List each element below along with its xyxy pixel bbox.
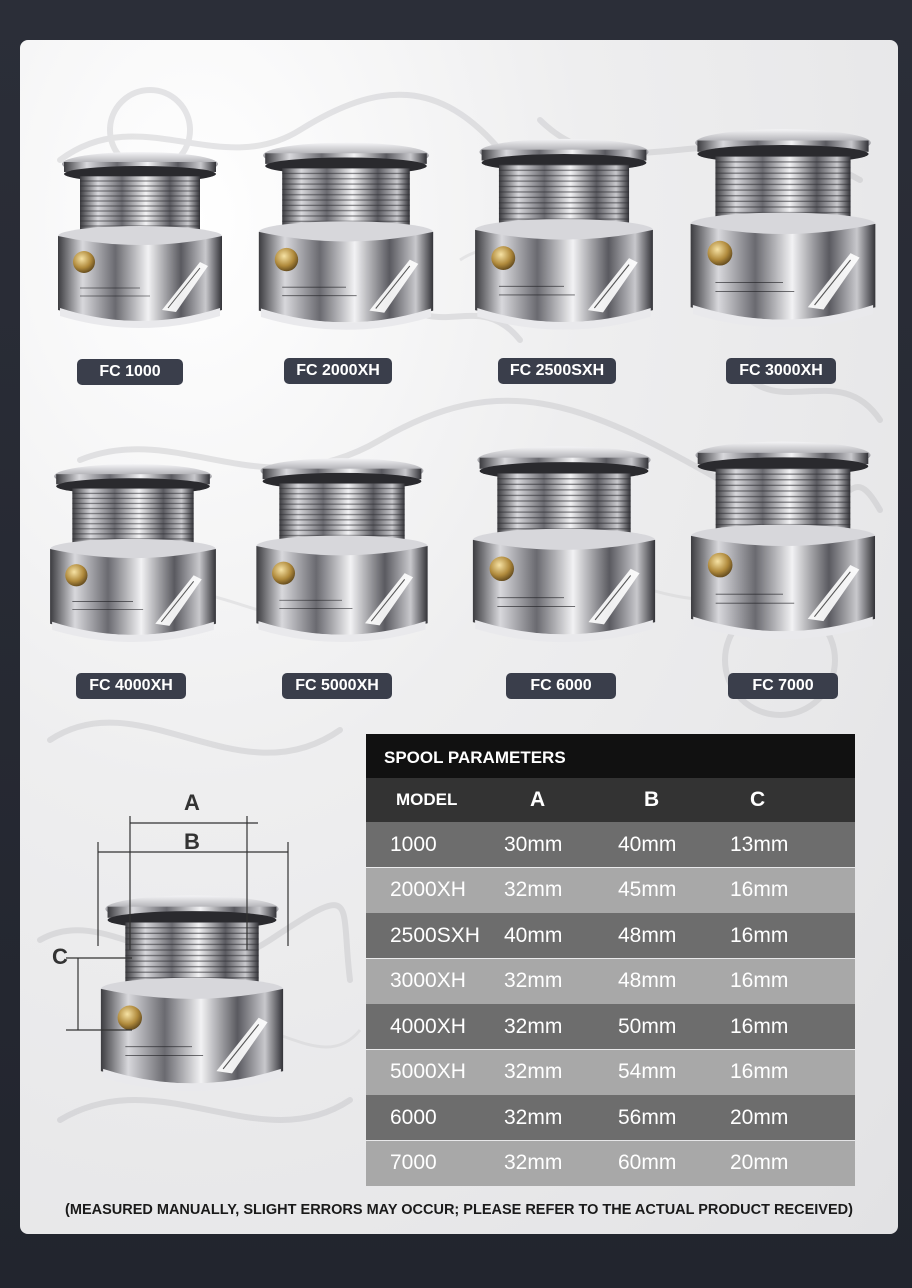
- table-cell-value: 20mm: [730, 1105, 789, 1129]
- table-cell-value: 16mm: [730, 1060, 789, 1083]
- spool-image-fc5000xh: [248, 446, 436, 648]
- table-cell-model: 3000XH: [390, 969, 466, 992]
- table-row: [366, 913, 855, 958]
- model-label-fc2000xh: FC 2000XH: [284, 358, 392, 384]
- table-cell-value: 20mm: [730, 1151, 789, 1174]
- table-cell-model: 1000: [390, 832, 437, 856]
- table-cell-value: 56mm: [618, 1105, 677, 1129]
- dimension-label-b: B: [184, 829, 200, 854]
- table-cell-value: 32mm: [504, 1014, 563, 1038]
- table-cell-value: 54mm: [618, 1060, 677, 1083]
- table-cell-value: 30mm: [504, 832, 563, 856]
- product-panel: [20, 40, 898, 1234]
- table-cell-value: 60mm: [618, 1151, 677, 1174]
- table-cell-model: 7000: [390, 1151, 437, 1174]
- spool-image-fc4000xh: [42, 452, 224, 648]
- table-cell-value: 32mm: [504, 1105, 563, 1129]
- table-cell-value: 45mm: [618, 878, 677, 901]
- spool-image-fc3000xh: [680, 118, 886, 332]
- model-label-fc2500sxh: FC 2500SXH: [498, 358, 616, 384]
- table-row: [366, 1004, 855, 1049]
- spool-image-fc2500sxh: [464, 128, 664, 334]
- table-cell-value: 40mm: [618, 832, 677, 856]
- table-row: [366, 1095, 855, 1140]
- table-cell-value: 32mm: [504, 969, 563, 992]
- table-cell-value: 32mm: [504, 1151, 563, 1174]
- model-label-fc4000xh: FC 4000XH: [76, 673, 186, 699]
- table-cell-value: 48mm: [618, 923, 677, 947]
- table-cell-value: 32mm: [504, 878, 563, 901]
- spool-image-fc2000xh: [248, 132, 444, 334]
- table-cell-model: 6000: [390, 1105, 437, 1129]
- model-label-fc6000: FC 6000: [506, 673, 616, 699]
- table-row: [366, 959, 855, 1004]
- table-row: [366, 1141, 855, 1186]
- dimension-label-a: A: [184, 790, 200, 815]
- table-cell-model: 4000XH: [390, 1014, 466, 1038]
- table-title: SPOOL PARAMETERS: [366, 734, 855, 778]
- table-cell-value: 16mm: [730, 1014, 789, 1038]
- dimension-label-c: C: [52, 944, 68, 969]
- table-cell-value: 16mm: [730, 969, 789, 992]
- table-cell-value: 16mm: [730, 878, 789, 901]
- table-cell-model: 2500SXH: [390, 923, 480, 947]
- spool-parameters-table: [366, 734, 855, 1188]
- model-label-fc7000: FC 7000: [728, 673, 838, 699]
- spool-image-fc7000: [682, 426, 884, 648]
- header-model: MODEL: [396, 790, 458, 809]
- header-a: A: [530, 788, 546, 811]
- table-row: [366, 822, 855, 867]
- table-cell-model: 2000XH: [390, 878, 466, 901]
- table-header-row: [366, 778, 855, 822]
- table-cell-value: 32mm: [504, 1060, 563, 1083]
- table-row: [366, 868, 855, 913]
- table-cell-model: 5000XH: [390, 1060, 466, 1083]
- spool-image-fc1000: [50, 142, 230, 332]
- table-cell-value: 40mm: [504, 923, 563, 947]
- header-c: C: [750, 788, 766, 811]
- header-b: B: [644, 788, 660, 811]
- model-label-fc1000: FC 1000: [77, 359, 183, 385]
- table-cell-value: 16mm: [730, 923, 789, 947]
- table-cell-value: 48mm: [618, 969, 677, 992]
- footnote: (MEASURED MANUALLY, SLIGHT ERRORS MAY OCCUR; PLEASE REFER TO THE ACTUAL PRODUCT RECEIVED): [65, 1202, 853, 1218]
- model-label-fc3000xh: FC 3000XH: [726, 358, 836, 384]
- table-row: [366, 1050, 855, 1095]
- spool-image-fc6000: [464, 434, 664, 648]
- table-cell-value: 13mm: [730, 832, 789, 856]
- table-cell-value: 50mm: [618, 1014, 677, 1038]
- model-label-fc5000xh: FC 5000XH: [282, 673, 392, 699]
